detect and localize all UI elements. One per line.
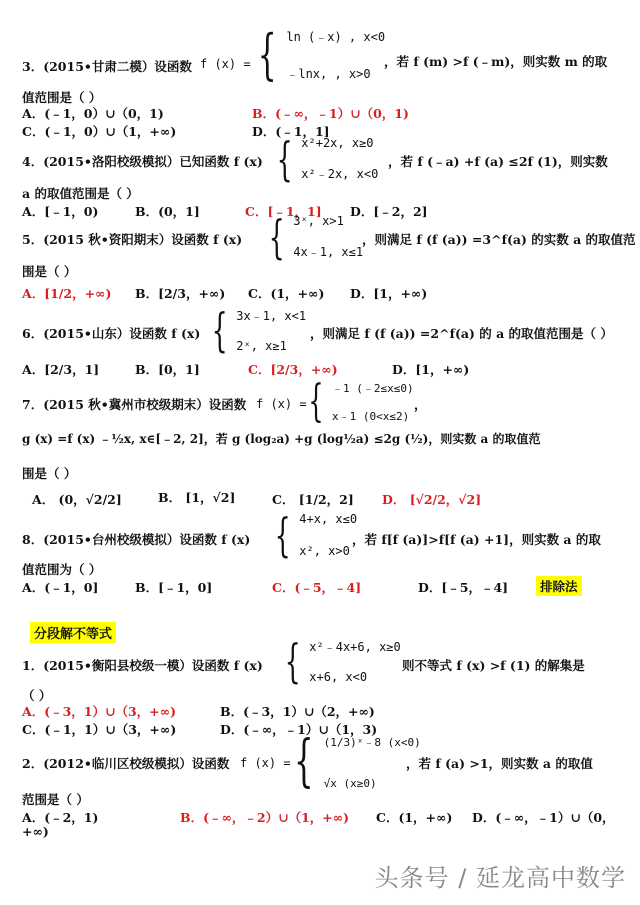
q3-option-d: D．(﹣1，1] [252, 124, 330, 139]
q5-stem-b: ，则满足 f (f (a)) =3^f(a) 的实数 a 的取值范 [362, 232, 636, 247]
q8-option-c: C．(﹣5，﹣4] [272, 580, 362, 595]
q8-stem-b: ，若 f[f (a)]>f[f (a) +1]，则实数 a 的取 [352, 532, 601, 547]
q8-note-badge: 排除法 [536, 576, 582, 596]
p2-option-b: B．(﹣∞，﹣2）∪（1，+∞) [180, 810, 350, 825]
p1-option-a: A．(﹣3，1）∪（3，+∞) [22, 704, 176, 719]
watermark: 头条号 / 延龙高中数学 [374, 864, 626, 892]
q3-case1: ln (﹣x) , x<0 [286, 30, 386, 44]
q4-option-d: D．[﹣2，2] [350, 204, 428, 219]
p2-option-d: D．(﹣∞，﹣1）∪（0， [472, 810, 615, 825]
p2-case2: √x (x≥0) [323, 777, 377, 790]
q6-option-c: C．[2/3，+∞) [248, 362, 338, 377]
p2-option-d-cont: +∞) [22, 824, 49, 839]
q5-case2: 4x﹣1, x≤1 [293, 245, 364, 259]
p2-stem-b: ，若 f (a) >1，则实数 a 的取值 [406, 756, 593, 771]
q6-case2: 2ˣ, x≥1 [236, 339, 287, 353]
q7-fx: f (x) = [256, 397, 307, 411]
q8-option-b: B．[﹣1，0] [135, 580, 213, 595]
q3-option-a: A．(﹣1，0）∪（0，1) [22, 106, 164, 121]
q5-option-c: C．(1，+∞) [248, 286, 325, 301]
q5-stem-c: 围是（ ） [22, 264, 77, 279]
q8-stem-a: 8．(2015•台州校级模拟）设函数 f (x) [22, 532, 251, 547]
q5-stem-a: 5．(2015 秋•资阳期末）设函数 f (x) [22, 232, 243, 247]
p1-option-d: D．(﹣∞，﹣1）∪（1，3) [220, 722, 378, 737]
q4-case1: x²+2x, x≥0 [301, 136, 374, 150]
q5-case1: 3ˣ, x>1 [293, 214, 344, 228]
q6-stem-b: ，则满足 f (f (a)) =2^f(a) 的 a 的取值范围是（ ） [310, 326, 613, 341]
q8-case1: 4+x, x≤0 [299, 512, 358, 526]
p2-option-a: A．(﹣2，1) [22, 810, 99, 825]
p1-case1: x²﹣4x+6, x≥0 [309, 640, 401, 654]
q7-stem-c: 围是（ ） [22, 466, 77, 481]
p2-stem-a: 2．(2012•临川区校级模拟）设函数 [22, 756, 230, 771]
q4-piecewise: { x²+2x, x≥0 x²﹣2x, x<0 [276, 132, 379, 186]
q3-piecewise: { ln (﹣x) , x<0 ﹣lnx, , x>0 [257, 23, 386, 86]
p2-fx: f (x) = [240, 756, 291, 770]
p2-case1: (1/3)ˣ﹣8 (x<0) [323, 736, 421, 749]
q3-option-c: C．(﹣1，0）∪（1，+∞) [22, 124, 177, 139]
q7-option-a: A． (0，√2/2] [32, 492, 122, 507]
p1-stem-a: 1．(2015•衡阳县校级一模）设函数 f (x) [22, 658, 263, 673]
q8-piecewise: { 4+x, x≤0 x², x>0 [274, 508, 358, 562]
q4-stem-a: 4．(2015•洛阳校级模拟）已知函数 f (x) [22, 154, 263, 169]
q6-option-d: D．[1，+∞) [392, 362, 470, 377]
q5-option-a: A．[1/2，+∞) [22, 286, 112, 301]
q4-option-b: B．(0，1] [135, 204, 200, 219]
q4-option-a: A．[﹣1，0) [22, 204, 99, 219]
q4-option-c: C．[﹣1，1] [245, 204, 322, 219]
p1-stem-c: （ ） [22, 688, 52, 703]
q7-piecewise: { ﹣1 (﹣2≤x≤0) x﹣1 (0<x≤2) [308, 376, 414, 427]
q7-option-d: D． [√2/2，√2] [382, 492, 482, 507]
p2-option-c: C．(1，+∞) [376, 810, 453, 825]
q7-line2: g (x) =f (x) ﹣½x, x∈[﹣2, 2]，若 g (log₂a) +g (log½a) ≤2g (½)，则实数 a 的取值范 [22, 432, 541, 446]
q8-option-a: A．(﹣1，0] [22, 580, 99, 595]
q8-option-d: D．[﹣5，﹣4] [418, 580, 509, 595]
q4-case2: x²﹣2x, x<0 [301, 167, 379, 181]
q4-stem-b: ，若 f (﹣a) +f (a) ≤2f (1)，则实数 [388, 154, 608, 169]
q7-stem-a: 7．(2015 秋•冀州市校级期末）设函数 [22, 397, 247, 412]
q3-stem-c: 值范围是（ ） [22, 90, 102, 105]
q8-stem-c: 值范围为（ ） [22, 562, 102, 577]
q6-stem-a: 6．(2015•山东）设函数 f (x) [22, 326, 201, 341]
q3-case2: ﹣lnx, , x>0 [286, 67, 371, 81]
q5-piecewise: { 3ˣ, x>1 4x﹣1, x≤1 [268, 210, 364, 264]
q3-fx: f (x) = [200, 57, 251, 71]
q5-option-d: D．[1，+∞) [350, 286, 428, 301]
q6-option-a: A．[2/3，1] [22, 362, 100, 377]
p1-piecewise: { x²﹣4x+6, x≥0 x+6, x<0 [284, 634, 401, 688]
q4-stem-c: a 的取值范围是（ ） [22, 186, 139, 201]
q7-option-c: C． [1/2，2] [272, 492, 354, 507]
p2-stem-c: 范围是（ ） [22, 792, 89, 807]
q7-stem-b: ， [414, 397, 427, 412]
q5-option-b: B．[2/3，+∞) [135, 286, 226, 301]
p1-option-b: B．(﹣3，1）∪（2，+∞) [220, 704, 375, 719]
q8-case2: x², x>0 [299, 544, 350, 558]
q7-case1: ﹣1 (﹣2≤x≤0) [332, 382, 414, 395]
q3-stem-b: ，若 f (m) >f (﹣m)，则实数 m 的取 [384, 54, 608, 69]
section-heading: 分段解不等式 [30, 622, 116, 643]
q6-option-b: B．[0，1] [135, 362, 200, 377]
p1-case2: x+6, x<0 [309, 670, 368, 684]
q3-stem-a: 3．(2015•甘肃二模）设函数 [22, 59, 192, 74]
q7-option-b: B． [1，√2] [158, 490, 236, 505]
q6-case1: 3x﹣1, x<1 [236, 309, 307, 323]
q7-case2: x﹣1 (0<x≤2) [332, 410, 410, 423]
q3-option-b: B．(﹣∞，﹣1）∪（0，1) [252, 106, 409, 121]
q6-piecewise: { 3x﹣1, x<1 2ˣ, x≥1 [211, 303, 307, 357]
p1-option-c: C．(﹣1，1）∪（3，+∞) [22, 722, 177, 737]
p1-stem-b: 则不等式 f (x) >f (1) 的解集是 [402, 658, 585, 673]
p2-piecewise: { (1/3)ˣ﹣8 (x<0) √x (x≥0) [294, 729, 421, 794]
